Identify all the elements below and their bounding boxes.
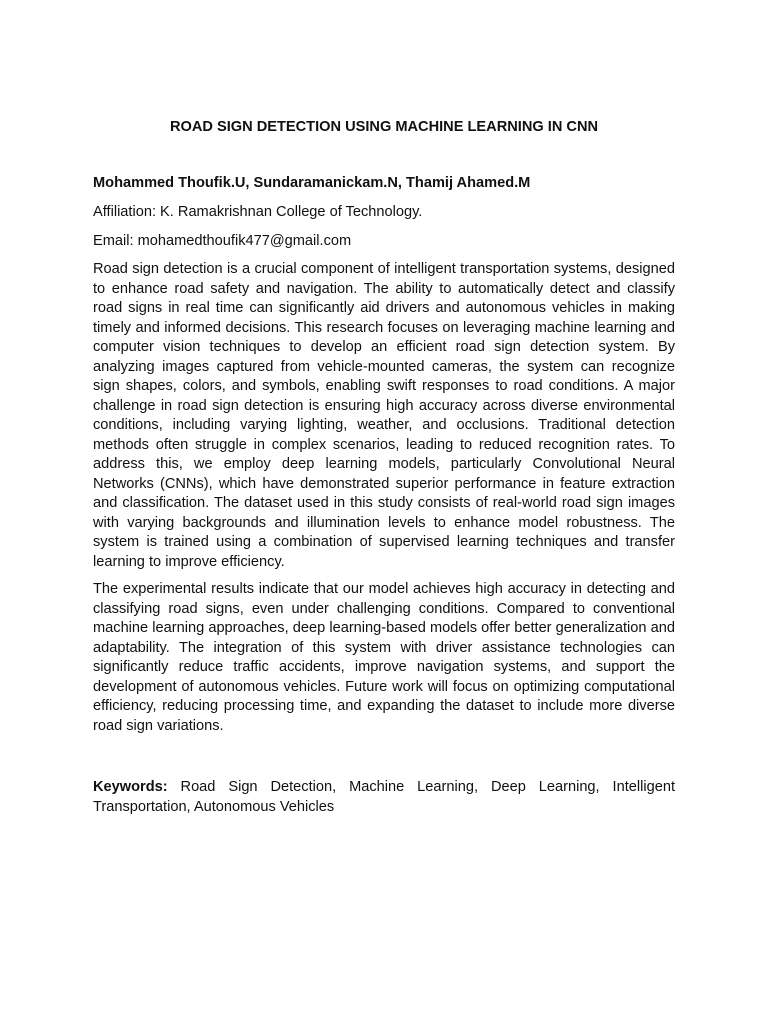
author-list: Mohammed Thoufik.U, Sundaramanickam.N, Thamij Ahamed.M (93, 175, 531, 191)
abstract-paragraph-2: The experimental results indicate that our model achieves high accuracy in detecting and classifying road signs, even under challenging conditions. Compared to conventional machine learning approaches, deep learning-based models offer better generalization and adaptability. The integration of this system with driver assistance technologies can significantly reduce traffic accidents, improve navigation systems, and support the development of autonomous vehicles. Future work will focus on optimizing computational efficiency, reducing processing time, and expanding the dataset to include more diverse road sign variations. (93, 581, 675, 734)
email: Email: mohamedthoufik477@gmail.com (93, 233, 352, 249)
abstract-paragraph-1: Road sign detection is a crucial component of intelligent transportation systems, designed to enhance road safety and navigation. The ability to automatically detect and classify road signs in real time can significantly aid drivers and autonomous vehicles in making timely and informed decisions. This research focuses on leveraging machine learning and computer vision techniques to develop an efficient road sign detection system. By analyzing images captured from vehicle-mounted cameras, the system can recognize sign shapes, colors, and symbols, enabling swift responses to road conditions. A major challenge in road sign detection is ensuring high accuracy across diverse environmental conditions, including varying lighting, weather, and occlusions. Traditional detection methods often struggle in complex scenarios, leading to reduced recognition rates. To address this, we employ deep learning models, particularly Convolutional Neural Networks (CNNs), which have demonstrated superior performance in feature extraction and classification. The dataset used in this study consists of real-world road sign images with varying backgrounds and illumination levels to enhance model robustness. The system is trained using a combination of supervised learning techniques and transfer learning to improve efficiency. (93, 261, 675, 570)
abstract (93, 260, 675, 736)
paper-title: ROAD SIGN DETECTION USING MACHINE LEARNING IN CNN (169, 119, 599, 135)
keywords-text: Road Sign Detection, Machine Learning, Deep Learning, Intelligent Transportation, Autonomous Vehicles (93, 779, 675, 815)
affiliation: Affiliation: K. Ramakrishnan College of Technology. (93, 204, 423, 220)
keywords-label: Keywords: (93, 779, 168, 795)
keywords-section (93, 778, 675, 817)
